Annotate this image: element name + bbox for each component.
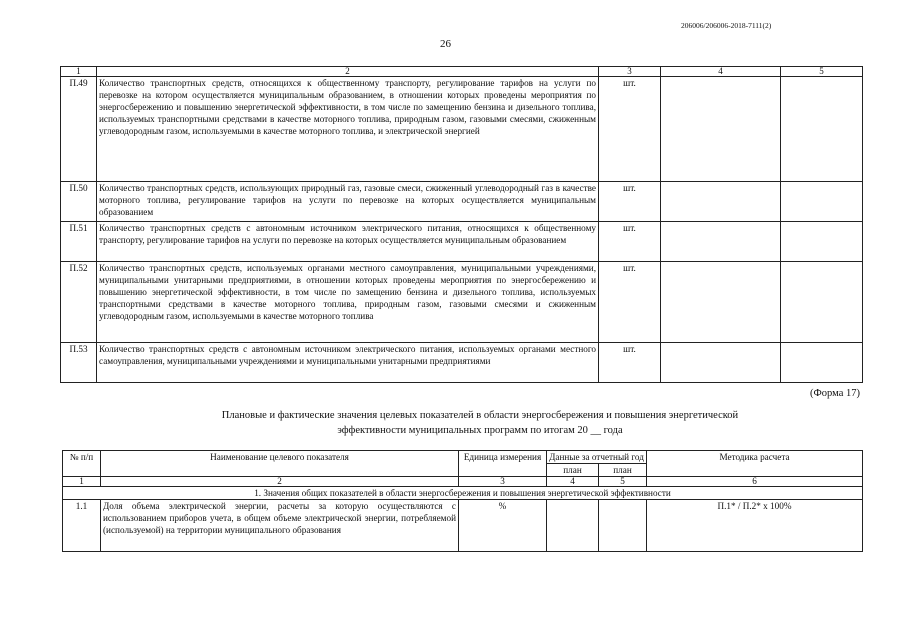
col-1: 1 — [63, 477, 101, 487]
table-row — [61, 182, 863, 222]
row-value-5 — [781, 222, 863, 262]
row-text: Количество транспортных средств, относящихся к общественному транспорту, регулирование тарифов на услуги по перевозке на котором осуществляется муниципальным образованием, в отношении которых проведены мероприятия по энергосбережению и повышению энергетической эффективности, в том числе по замещению бензина и дизельного топлива, используемых транспортными средствами в качестве моторного топлива, природным газом, газовыми смесями, сжиженным углеводородным газом, используемыми в качестве моторного топлива, и электрической энергией — [97, 77, 599, 182]
col-2: 2 — [97, 67, 599, 77]
col-3: 3 — [599, 67, 661, 77]
page-number: 26 — [440, 38, 451, 50]
targets-table — [62, 450, 863, 552]
header-data: Данные за отчетный год — [547, 451, 647, 464]
row-plan-2 — [599, 500, 647, 552]
header-plan-2: план — [599, 464, 647, 477]
row-text: Количество транспортных средств с автономным источником электрического питания, относящихся к общественному транспорту, регулирование тарифов на услуги по перевозке на которых осуществляется муниципальным образованием — [97, 222, 599, 262]
row-value-5 — [781, 262, 863, 343]
title-line-1: Плановые и фактические значения целевых показателей в области энергосбережения и повышения энергетической — [221, 410, 739, 421]
table-row — [61, 222, 863, 262]
col-6: 6 — [647, 477, 863, 487]
title-line-2: эффективности муниципальных программ по итогам 20 __ года — [337, 425, 623, 436]
row-value-5 — [781, 343, 863, 383]
row-number: П.49 — [61, 77, 97, 182]
header-plan-1: план — [547, 464, 599, 477]
column-number-row — [63, 477, 863, 487]
col-5: 5 — [781, 67, 863, 77]
row-unit: шт. — [599, 262, 661, 343]
row-number: 1.1 — [63, 500, 101, 552]
row-number: П.50 — [61, 182, 97, 222]
row-unit: шт. — [599, 77, 661, 182]
table-row — [63, 500, 863, 552]
row-number: П.52 — [61, 262, 97, 343]
row-text: Количество транспортных средств, используемых органами местного самоуправления, муниципальными учреждениями, муниципальными унитарными предприятиями, в отношении которых проведены мероприятия по энергосбережению и повышению энергетической эффективности, в том числе по замещению бензина и дизельного топлива, используемых транспортными средствами в качестве моторного топлива, природным газом, газовыми смесями и сжиженным углеводородным газом, используемыми в качестве моторного топлива — [97, 262, 599, 343]
section-title — [150, 408, 810, 438]
header-unit: Единица измерения — [459, 451, 547, 477]
row-unit: шт. — [599, 222, 661, 262]
indicators-table — [60, 66, 863, 383]
section-heading: 1. Значения общих показателей в области энергосбережения и повышения энергетической эффективности — [63, 487, 863, 500]
row-unit: шт. — [599, 182, 661, 222]
row-text: Количество транспортных средств, использующих природный газ, газовые смеси, сжиженный углеводородный газ в качестве моторного топлива, регулирование тарифов на услуги по перевозке на которых осуществляется муниципальным образованием — [97, 182, 599, 222]
document-number: 206006/206006-2018-7111(2) — [681, 21, 772, 30]
col-5: 5 — [599, 477, 647, 487]
header-method: Методика расчета — [647, 451, 863, 477]
col-3: 3 — [459, 477, 547, 487]
row-number: П.51 — [61, 222, 97, 262]
row-number: П.53 — [61, 343, 97, 383]
col-1: 1 — [61, 67, 97, 77]
col-4: 4 — [547, 477, 599, 487]
header-name: Наименование целевого показателя — [101, 451, 459, 477]
header-number: № п/п — [63, 451, 101, 477]
row-unit: % — [459, 500, 547, 552]
row-value-4 — [661, 262, 781, 343]
table-row — [61, 77, 863, 182]
row-value-5 — [781, 77, 863, 182]
header-row — [63, 451, 863, 464]
row-text: Доля объема электрической энергии, расчеты за которую осуществляются с использованием приборов учета, в общем объеме электрической энергии, потребляемой (используемой) на территории муниципального образования — [101, 500, 459, 552]
row-unit: шт. — [599, 343, 661, 383]
row-value-4 — [661, 77, 781, 182]
table-row — [61, 262, 863, 343]
col-2: 2 — [101, 477, 459, 487]
row-value-5 — [781, 182, 863, 222]
col-4: 4 — [661, 67, 781, 77]
row-value-4 — [661, 343, 781, 383]
section-row — [63, 487, 863, 500]
column-number-row — [61, 67, 863, 77]
row-value-4 — [661, 182, 781, 222]
row-plan-1 — [547, 500, 599, 552]
row-text: Количество транспортных средств с автономным источником электрического питания, используемых органами местного самоуправления, муниципальными учреждениями и муниципальными унитарными предприятиями — [97, 343, 599, 383]
row-value-4 — [661, 222, 781, 262]
form-label: (Форма 17) — [810, 388, 860, 399]
row-method: П.1* / П.2* х 100% — [647, 500, 863, 552]
table-row — [61, 343, 863, 383]
